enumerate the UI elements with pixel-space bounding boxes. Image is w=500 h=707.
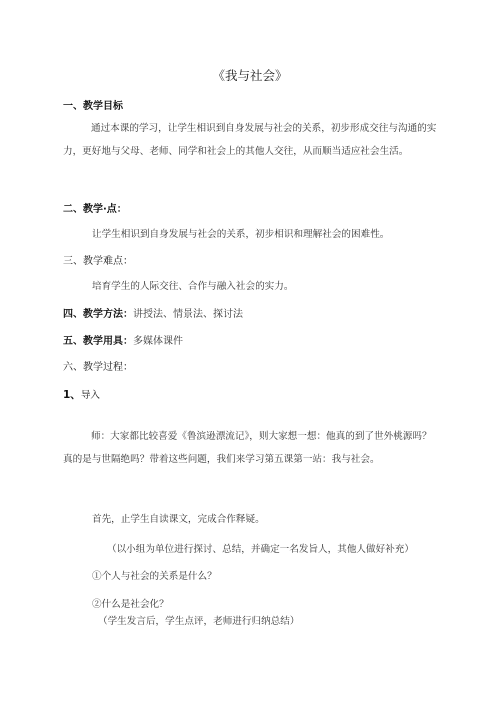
section-tools: [63, 332, 183, 347]
step-1-label: 导入: [80, 390, 100, 401]
question-1: ①个人与社会的关系是什么？: [92, 571, 217, 582]
methods-value: 讲授法、情景法、探讨法: [133, 309, 243, 320]
section-heading-methods: 四、教学方法：: [63, 309, 133, 320]
section-heading-process: 六、教学过程：: [63, 362, 133, 373]
question-2: ②什么是社会化？: [92, 599, 169, 610]
section-heading-key-points: 二、教学·点：: [63, 204, 127, 215]
intro-paragraph: 师：大家都比较喜爱《鲁滨逊漂流记》，则大家想一想：他真的到了世外桃源吗？真的是与世隔绝吗？带着这些问题，我们来学习第五课第一站：我与社会。: [63, 431, 432, 465]
key-points-text: 让学生相识到自身发展与社会的关系，初步相识和理解社会的困难性。: [92, 229, 390, 240]
objectives-paragraph: 通过本课的学习，让学生相识到自身发展与社会的关系，初步形成交往与沟通的实力，更好地与父母、老师、同学和社会上的其他人交往，从而顺当适应社会生活。: [63, 123, 437, 157]
section-methods: [63, 305, 243, 320]
document-title: 《我与社会》: [212, 68, 288, 83]
section-heading-difficulties: 三、教学难点：: [63, 256, 133, 267]
difficulties-text: 培育学生的人际交往、合作与融入社会的实力。: [92, 281, 294, 292]
first-step-line: 首先，止学生自读课文，完成合作释疑。: [92, 514, 265, 525]
tools-value: 多媒体课件: [133, 336, 183, 347]
step-1-heading: [63, 387, 100, 402]
section-heading-objectives: 一、教学目标: [63, 101, 123, 112]
group-note: （以小组为单位进行探讨、总结，并确定一名发旨人，其他人做好补充）: [107, 544, 414, 555]
step-1-number: 1、: [63, 389, 81, 401]
section-heading-tools: 五、教学用具：: [63, 336, 133, 347]
closing-note: （学生发言后，学生点评，老师进行归纳总结）: [98, 616, 300, 627]
